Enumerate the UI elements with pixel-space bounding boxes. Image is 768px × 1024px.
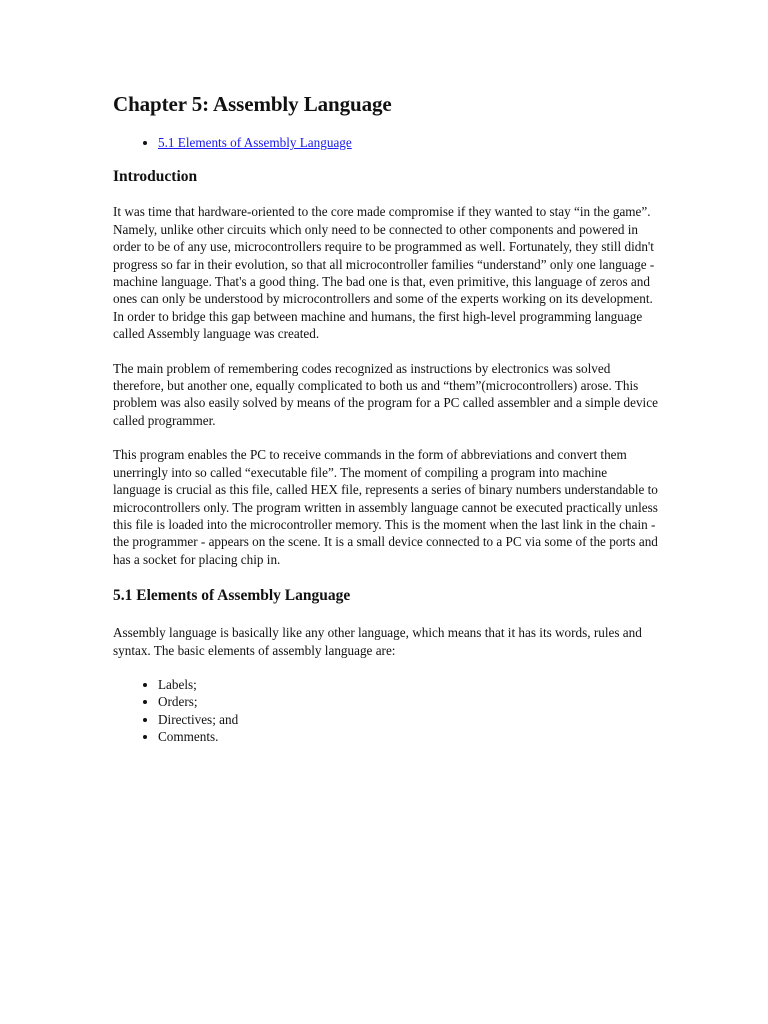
toc-link-elements[interactable]: 5.1 Elements of Assembly Language [158, 135, 352, 150]
section-paragraph: Assembly language is basically like any other language, which means that it has its words, rules and syntax. The basic elements of assembly language are: [113, 625, 642, 658]
intro-paragraph-1: It was time that hardware-oriented to the core made compromise if they wanted to stay “in the game”. Namely, unlike other circuits which only need to be connected to other components and powered in order to be of any use, microcontrollers require to be programmed as well. Fortunately, they still didn't progress so far in their evolution, so that all microcontroller families “understand” only one language - machine language. That's a good thing. The bad one is that, even primitive, this language of zeros and ones can only be understood by microcontrollers and some of the experts working on its development. In order to bridge this gap between machine and humans, the first high-level programming language called Assembly language was created. [113, 204, 655, 342]
intro-paragraph-3: This program enables the PC to receive commands in the form of abbreviations and convert them unerringly into so called “executable file”. The moment of compiling a program into machine language is crucial as this file, called HEX file, represents a series of binary numbers understandable to microcontrollers only. The program written in assembly language cannot be executed practically unless this file is loaded into the microcontroller memory. This is the moment when the last link in the chain - the programmer - appears on the scene. It is a small device connected to a PC via some of the ports and has a socket for placing chip in. [113, 447, 658, 567]
document-page [113, 90, 658, 746]
table-of-contents [113, 134, 658, 151]
section-heading-elements: 5.1 Elements of Assembly Language [113, 587, 351, 605]
toc-item [158, 134, 658, 151]
list-item-orders: • Orders; [158, 693, 658, 710]
list-item-comments: • Comments. [158, 728, 658, 745]
intro-paragraph-2: The main problem of remembering codes recognized as instructions by electronics was solved therefore, but another one, equally complicated to both us and “them”(microcontrollers) arose. This problem was also easily solved by means of the program for a PC called assembler and a simple device called programmer. [113, 360, 658, 428]
introduction-heading: Introduction [113, 168, 198, 186]
list-item-labels: • Labels; [158, 676, 658, 693]
elements-list [113, 676, 658, 746]
list-item-directives: • Directives; and [158, 711, 658, 728]
page-title: Chapter 5: Assembly Language [113, 92, 392, 116]
